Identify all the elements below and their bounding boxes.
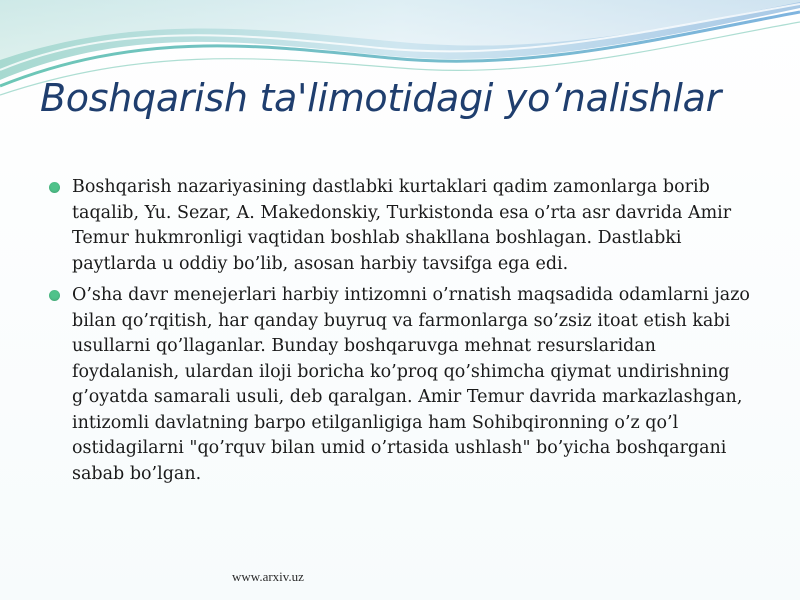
footer-website: www.arxiv.uz [232, 569, 304, 584]
slide-title: Boshqarish ta'limotidagi yo’nalishlar [40, 76, 721, 120]
bullet-text: O’sha davr menejerlari harbiy intizomni o’rnatish maqsadida odamlarni jazo bilan qo’rqitish, har qanday buyruq va farmonlarga so’zsiz itoat etish kabi usullarni qo’llaganlar. Bunday boshqaruvga mehnat resurslaridan foydalanish, ulardan iloji boricha ko’proq qo’shimcha qiymat undirishning g’oyatda samarali usuli, deb qaralgan. Amir Temur davrida markazlashgan, intizomli davlatning barpo etilganligiga ham Sohibqironning o’z qo’l ostidagilarni "qo’rquv bilan umid o’rtasida ushlash" bo’yicha boshqargani sabab bo’lgan. [72, 285, 750, 484]
bullet-text: Boshqarish nazariyasining dastlabki kurtaklari qadim zamonlarga borib taqalib, Yu. Sezar, A. Makedonskiy, Turkistonda esa o’rta asr davrida Amir Temur hukmronligi vaqtidan boshlab shakllana boshlagan. Dastlabki paytlarda u oddiy bo’lib, asosan harbiy tavsifga ega edi. [72, 177, 732, 274]
bullet-item [44, 283, 764, 487]
bullet-dot-icon [49, 290, 60, 301]
bullet-list [44, 175, 764, 493]
bullet-item [44, 175, 764, 277]
bullet-dot-icon [49, 182, 60, 193]
